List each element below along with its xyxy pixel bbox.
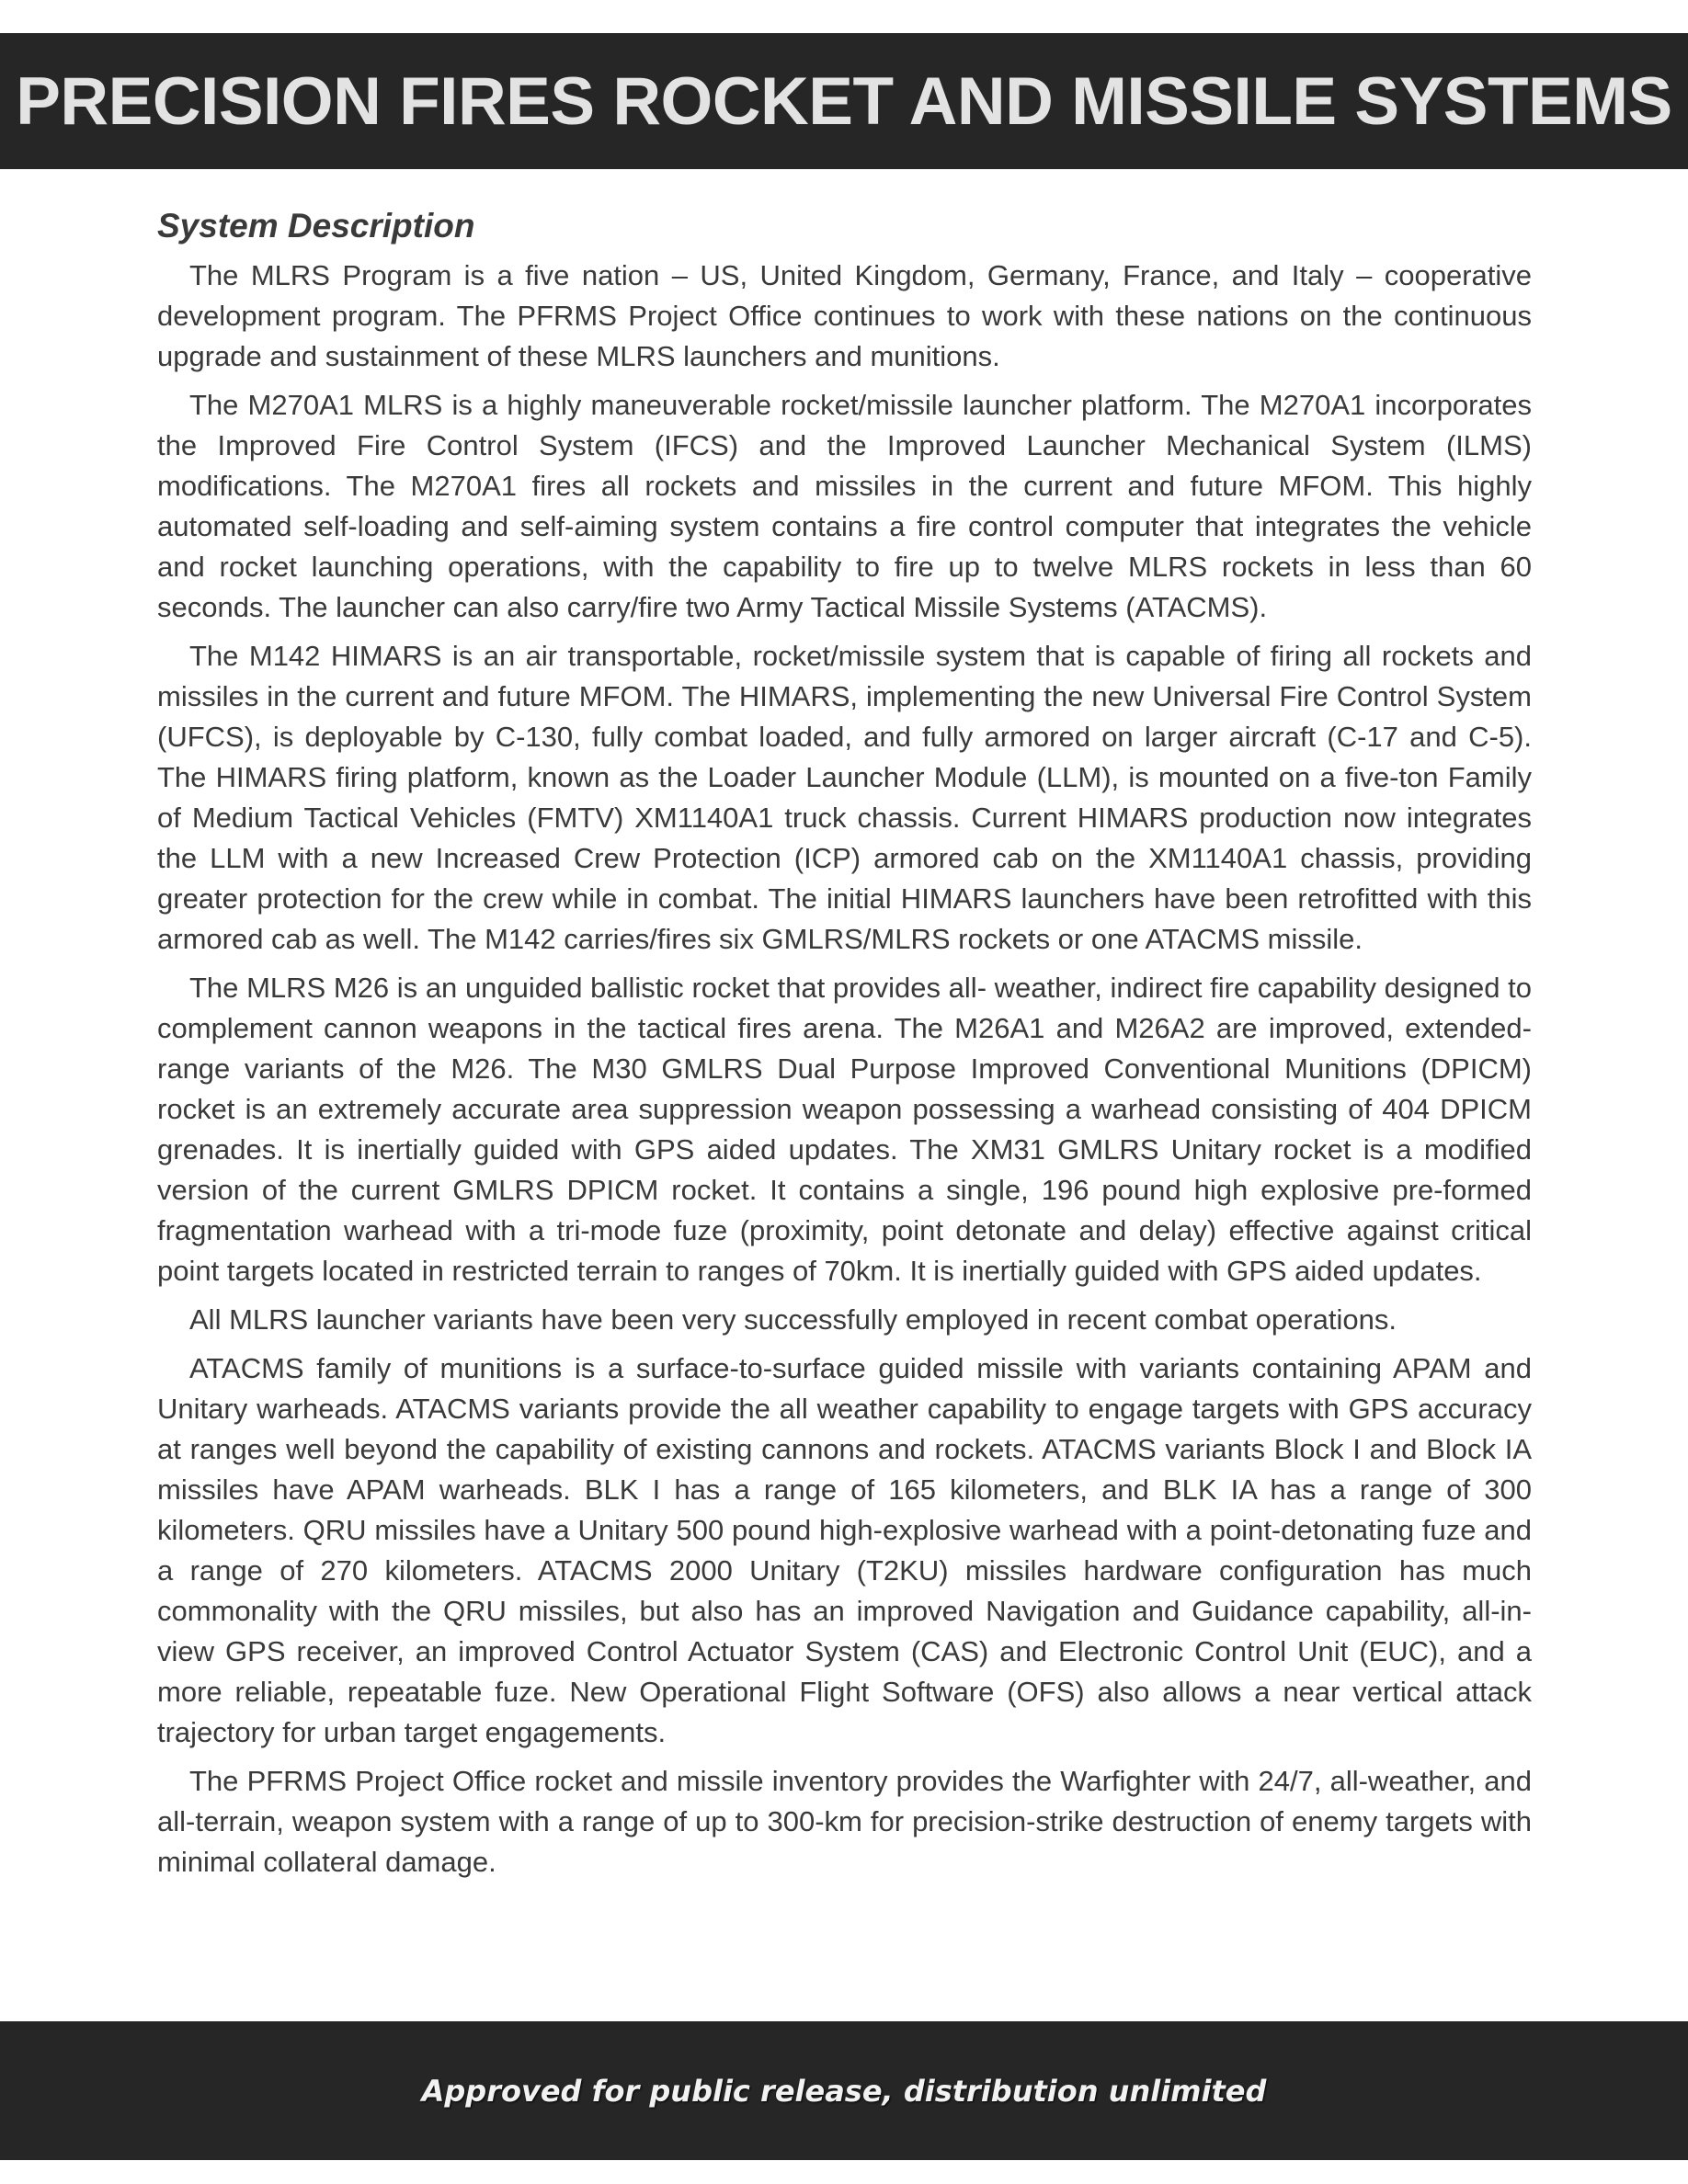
header-band xyxy=(0,33,1688,169)
paragraph-pfrms-inventory: The PFRMS Project Office rocket and missile inventory provides the Warfighter with 24/7, all-weather, and all-terrain, weapon system with a range of up to 300-km for precision-strike destruction of enemy targets with minimal collateral damage. xyxy=(157,1765,1532,1879)
document-body xyxy=(157,204,1532,1891)
release-statement: Approved for public release, distribution unlimited xyxy=(421,2073,1267,2109)
footer-band xyxy=(0,2021,1688,2160)
section-heading: System Description xyxy=(157,207,475,245)
paragraph-launcher-variants: All MLRS launcher variants have been very successfully employed in recent combat operations. xyxy=(189,1303,1397,1337)
paragraph-mlrs-m26: The MLRS M26 is an unguided ballistic rocket that provides all- weather, indirect fire capability designed to complement cannon weapons in the tactical fires arena. The M26A1 and M26A2 are improved, extended-range variants of the M26. The M30 GMLRS Dual Purpose Improved Conventional Munitions (DPICM) rocket is an extremely accurate area suppression weapon possessing a warhead consisting of 404 DPICM grenades. It is inertially guided with GPS aided updates. The XM31 GMLRS Unitary rocket is a modified version of the current GMLRS DPICM rocket. It contains a single, 196 pound high explosive pre-formed fragmentation warhead with a tri-mode fuze (proximity, point detonate and delay) effective against critical point targets located in restricted terrain to ranges of 70km. It is inertially guided with GPS aided updates. xyxy=(157,972,1532,1288)
paragraph-mlrs-program: The MLRS Program is a five nation – US, United Kingdom, Germany, France, and Italy – cooperative development program. The PFRMS Project Office continues to work with these nations on the continuous upgrade and sustainment of these MLRS launchers and munitions. xyxy=(157,259,1532,373)
paragraph-atacms: ATACMS family of munitions is a surface-to-surface guided missile with variants containing APAM and Unitary warheads. ATACMS variants provide the all weather capability to engage targets with GPS accuracy at ranges well beyond the capability of existing cannons and rockets. ATACMS variants Block I and Block IA missiles have APAM warheads. BLK I has a range of 165 kilometers, and BLK IA has a range of 300 kilometers. QRU missiles have a Unitary 500 pound high-explosive warhead with a point-detonating fuze and a range of 270 kilometers. ATACMS 2000 Unitary (T2KU) missiles hardware configuration has much commonality with the QRU missiles, but also has an improved Navigation and Guidance capability, all-in-view GPS receiver, an improved Control Actuator System (CAS) and Electronic Control Unit (EUC), and a more reliable, repeatable fuze. New Operational Flight Software (OFS) also allows a near vertical attack trajectory for urban target engagements. xyxy=(157,1352,1532,1749)
paragraph-m142-himars: The M142 HIMARS is an air transportable, rocket/missile system that is capable of firing all rockets and missiles in the current and future MFOM. The HIMARS, implementing the new Universal Fire Control System (UFCS), is deployable by C-130, fully combat loaded, and fully armored on larger aircraft (C-17 and C-5). The HIMARS firing platform, known as the Loader Launcher Module (LLM), is mounted on a five-ton Family of Medium Tactical Vehicles (FMTV) XM1140A1 truck chassis. Current HIMARS production now integrates the LLM with a new Increased Crew Protection (ICP) armored cab on the XM1140A1 chassis, providing greater protection for the crew while in combat. The initial HIMARS launchers have been retrofitted with this armored cab as well. The M142 carries/fires six GMLRS/MLRS rockets or one ATACMS missile. xyxy=(157,640,1532,956)
page-title: PRECISION FIRES ROCKET AND MISSILE SYSTEMS xyxy=(16,63,1672,139)
paragraph-m270a1: The M270A1 MLRS is a highly maneuverable rocket/missile launcher platform. The M270A1 incorporates the Improved Fire Control System (IFCS) and the Improved Launcher Mechanical System (ILMS) modifications. The M270A1 fires all rockets and missiles in the current and future MFOM. This highly automated self-loading and self-aiming system contains a fire control computer that integrates the vehicle and rocket launching operations, with the capability to fire up to twelve MLRS rockets in less than 60 seconds. The launcher can also carry/fire two Army Tactical Missile Systems (ATACMS). xyxy=(157,389,1532,624)
